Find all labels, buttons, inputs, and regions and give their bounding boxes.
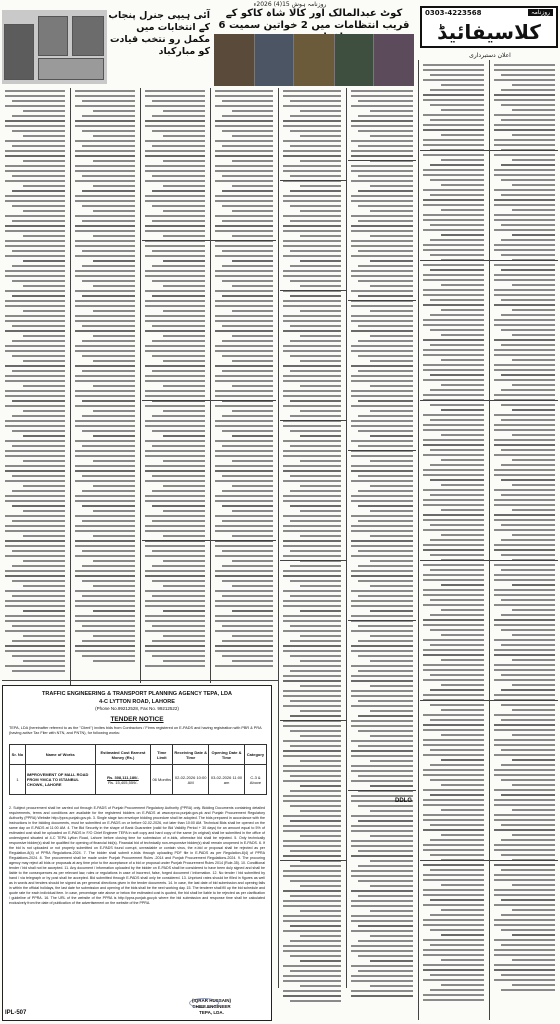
ad-separator — [280, 720, 346, 721]
ad-separator — [280, 560, 346, 561]
column-rule — [418, 60, 419, 1020]
ad-separator — [420, 860, 558, 861]
photo-group — [38, 58, 104, 80]
column-rule — [140, 88, 141, 683]
ads-column-3 — [142, 90, 208, 680]
ad-separator — [280, 420, 346, 421]
tender-agency: TRAFFIC ENGINEERING & TRANSPORT PLANNING AGENCY TEPA, LDA — [42, 691, 232, 697]
signer-title: CHIEF ENGINEER — [192, 1004, 231, 1009]
ad-separator — [142, 240, 276, 241]
classified-title: کلاسیفائیڈ — [437, 20, 541, 44]
article-text — [215, 90, 273, 670]
article-text — [5, 90, 65, 675]
ad-separator — [420, 400, 558, 401]
ad-separator — [420, 150, 558, 151]
ad-separator — [420, 260, 558, 261]
earnest-value: Rs. 15,405,559/- — [108, 779, 138, 785]
tender-table-header — [10, 745, 267, 765]
tender-intro: TEPA, LDA (hereinafter referred to as the "Client") invites bids from Contractors / Firms registered on E-PADS and having registration with PBR & PRA (having active Tax Filer with NTN, and PNTN), for following works: — [9, 726, 262, 735]
col-time: Time Limit — [151, 745, 173, 765]
photo-person-2 — [38, 16, 68, 56]
cost-value: Rs. 308,111,180/- — [107, 774, 139, 780]
column-rule — [210, 88, 211, 683]
signer-org: TEPA, LDA. — [199, 1010, 224, 1015]
col-receiving: Receiving Date & Time — [173, 745, 209, 765]
photo-person-3 — [72, 16, 104, 56]
signer-name: (IQRAR HUSSAIN) — [192, 998, 231, 1003]
column-rule — [346, 88, 347, 988]
column-rule — [278, 88, 279, 988]
headline-left: آئی ہیپی جنرل پنجاب کے انتخابات میں مکمل رو نتخب قیادت کو مبارکباد — [108, 10, 210, 57]
tender-top-rule — [2, 680, 278, 681]
cell-cost — [95, 765, 151, 795]
col-opening: Opening Date & Time — [209, 745, 245, 765]
ad-separator — [142, 400, 276, 401]
tender-phone: (Phone No.99212528, Fax No. 99212522) — [95, 706, 179, 711]
table-row — [10, 765, 267, 795]
dateline: روزنامہ ہوش 15(4) 2026ء — [253, 1, 327, 8]
ad-separator — [420, 560, 558, 561]
article-text — [351, 90, 413, 1000]
news-photo — [255, 34, 293, 86]
news-column-2 — [72, 90, 138, 680]
news-photo — [335, 34, 373, 86]
cell-work: IMPROVEMENT OF MALL ROAD FROM YMCA TO ISTANBUL CHOWK, LAHORE — [25, 765, 95, 795]
article-text — [75, 90, 135, 665]
ddlg-label: DDLG — [395, 798, 412, 804]
ads-column-5 — [280, 90, 344, 1020]
ad-separator — [142, 540, 276, 541]
tender-table — [9, 744, 267, 795]
cell-receiving: 02-02-2026 10:00 AM — [173, 765, 209, 795]
classified-subhead: اعلان دستبرداری — [469, 52, 511, 59]
ad-separator — [348, 620, 416, 621]
classified-column-7 — [420, 64, 487, 1020]
column-rule — [489, 60, 490, 1020]
classified-phone: 0303-4223568 — [425, 9, 482, 17]
photo-person-1 — [4, 24, 34, 80]
cell-opening: 03-02-2026 11:00 am — [209, 765, 245, 795]
tender-notice — [2, 685, 272, 1021]
col-sr: Sr. No — [10, 745, 26, 765]
cell-category: C-3 & Above — [244, 765, 266, 795]
tender-address: 4-C LYTTON ROAD, LAHORE — [99, 699, 175, 705]
ad-separator — [348, 160, 416, 161]
news-photo — [214, 34, 254, 86]
classified-tag: روزنامہ — [528, 9, 553, 16]
classified-text — [494, 64, 555, 994]
accident-photo-strip — [214, 34, 414, 86]
tender-signer — [192, 998, 231, 1016]
news-photo — [294, 34, 334, 86]
politicians-photo — [2, 10, 107, 84]
ads-column-4 — [212, 90, 276, 680]
article-text — [283, 90, 341, 1005]
headline-center: کوٹ عبدالمالک اور کالا شاہ کاکو کے قریب انتظامات میں 2 خواتین سمیت 6 — [218, 8, 410, 31]
classified-masthead — [420, 6, 558, 48]
ad-separator — [348, 450, 416, 451]
cell-sr: 1 — [10, 765, 26, 795]
news-photo — [374, 34, 414, 86]
col-cost: Estimated Cost Earnest Money (Rs.) — [95, 745, 151, 765]
ad-separator — [348, 300, 416, 301]
classified-column-8 — [491, 64, 558, 1020]
ad-code: IPL-507 — [5, 1010, 27, 1016]
col-works: Name of Works — [25, 745, 95, 765]
news-column-1 — [2, 90, 68, 680]
ad-separator — [348, 790, 416, 791]
tender-terms: 2. Subject procurement shall be carried out through E-PADS of Punjab Procurement Regulatory Authority (PPRA) only. Bidding Documents containing detailed requirements, terms and conditions are available for the registered bidders on E-PADS at www.eproc.punjab.gov.pk and Punjab Procurement Regulatory Authority (PPRA) Website http://ppra.punjab.gov.pk. 3. Single stage two envelope bidding procedure shall be adopted. The bids prepared in accordance with the instructions in the bidding documents, must be submitted on E-PADS on or before 02-02-2026, not later than 10:00 AM. Technical Bids shall be opened on the same day on E-PADS at 11:00 AM. 4. The Bid Security in the shape of Bank Guarantee (valid for Bid Validity Period + 30 days) for an amount equal to 5% of estimated cost shall be uploaded on E-PADS in F/O Chief Engineer TEPA in soft copy and hard copy of the same (in original) shall be submitted in the office of undersigned situated at 4-C TEPA Lytton Road, Lahore before closing time for submission of e-bids, otherwise bid shall be rejected. 5. Only technically responsive bidder(s) shall be qualified for opening of financial bid(s). Financial bid of technically non-responsive bidder(s) shall remain unopened in E-PADS. 6. If the bid is not uploaded or not properly submitted on E-PADS found corrupt, unreadable or contain virus, the e-bid or proposal shall be rejected as per Regulation-8(4) of PPRA Regulations-2024. 7. The bidder shall submit e-bids through uploading PDF file in E-PADS as per Regulation-8(4) of PPRA Regulations-2024. 8. The procurement shall be made under Punjab Procurement Rules -2014 and Punjab Procurement Regulations-2024. 9. The procuring agency may reject all bids or proposals at any time prior to the acceptance of a bid or proposal under Punjab Procurement Rules 2014 (Rule-35). 10. Conditional tender / bid shall not be accepted. 11. Any document / information uploaded by the bidder on E-PADS shall be considered to have been duly signed and shall be liable to the consequences as per relevant law, rules or regulations in case of incorrect, false, forged document / information. 12. No tender / bid submitted by hand / via telegraph or by post shall be accepted. Bid submitted through E-PADS shall only be considered. 13. Unpriced rates should be filled in figures as well as in words and tenders should be signed as per general directions given in the tender documents. 14. In case, the last date of bid submission and opening falls in within the official holidays, the last date for submission and opening of the bids shall be the next working day. 15. The tenderer shall fill up the bid schedule and quote rate for each individual item. In case, percentage rate above or below the estimated cost is quoted, the bid shall be liable to be rejected as per clarification / guideline of PPRA. 16. The URL of the website of the PPRA is http://ppra.punjab.gov.pk where the bid submission and response time shall be calculated exclusively from the date of publication of the advertisement on the website of the PPRA. — [9, 806, 265, 905]
article-text — [145, 90, 205, 670]
classified-text — [423, 64, 484, 1004]
tender-title: TENDER NOTICE — [110, 716, 164, 723]
ads-column-6 — [348, 90, 416, 1020]
ad-separator — [280, 180, 346, 181]
ad-separator — [420, 700, 558, 701]
ad-separator — [280, 860, 346, 861]
ad-separator — [280, 290, 346, 291]
cell-time: 06 Months — [151, 765, 173, 795]
col-category: Category — [244, 745, 266, 765]
